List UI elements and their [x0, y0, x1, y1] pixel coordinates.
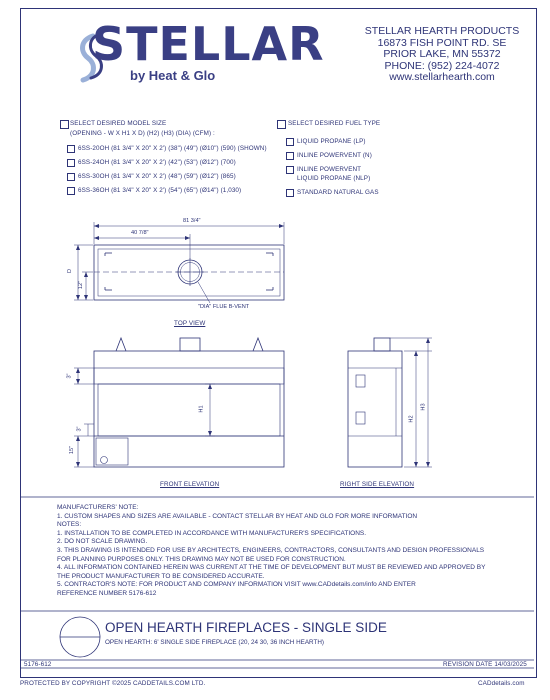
fuel-option-checkbox[interactable]	[286, 138, 294, 146]
company-name: STELLAR HEARTH PRODUCTS	[364, 25, 520, 37]
dim-15-inch: 15"	[69, 445, 76, 455]
model-size-heading: SELECT DESIRED MODEL SIZE	[70, 120, 167, 127]
model-size-subheading: (OPENING - W X H1 X D) (H2) (H3) (DIA) (CFM) :	[70, 130, 215, 137]
fuel-option-checkbox[interactable]	[286, 189, 294, 197]
company-website-link[interactable]: www.stellarhearth.com	[389, 71, 495, 83]
brand-logo-subtext: by Heat & Glo	[130, 68, 216, 83]
fuel-option-label: INLINE POWERVENT	[297, 166, 362, 173]
dim-half-width: 40 7/8"	[131, 230, 149, 236]
fuel-option-label: INLINE POWERVENT (N)	[297, 152, 372, 159]
manufacturer-note-item: 1. CUSTOM SHAPES AND SIZES ARE AVAILABLE - CONTACT STELLAR BY HEAT AND GLO FOR MORE INFORMATION	[57, 512, 418, 520]
fuel-type-checkbox[interactable]	[277, 120, 286, 129]
reference-number: 5176-612	[24, 661, 52, 668]
notes-heading: NOTES:	[57, 521, 82, 529]
manufacturer-note-heading: MANUFACTURERS' NOTE:	[57, 504, 139, 511]
dim-h1: H1	[198, 405, 205, 413]
model-option-checkbox[interactable]	[67, 187, 75, 195]
model-option-checkbox[interactable]	[67, 145, 75, 153]
note-item: THE PRODUCT MANUFACTURER TO BE CONSIDERED ACCURATE.	[57, 572, 265, 580]
note-item: FOR PLANNING PURPOSES ONLY. THIS DRAWING MAY NOT BE USED FOR CONSTRUCTION.	[57, 555, 346, 563]
note-item: 3. THIS DRAWING IS INTENDED FOR USE BY ARCHITECTS, ENGINEERS, CONTRACTORS, CONSULTANTS AND DESIGN PROFESSIONALS	[57, 546, 485, 554]
company-address-line2: PRIOR LAKE, MN 55372	[383, 48, 501, 60]
company-info	[362, 26, 522, 84]
model-option-label: 6SS-36OH (81 3/4" X 20" X 2') (54") (65") (Ø14") (1,030)	[78, 187, 242, 194]
model-option-checkbox[interactable]	[67, 159, 75, 167]
drawing-title: OPEN HEARTH FIREPLACES - SINGLE SIDE	[105, 620, 387, 635]
fuel-option-label: STANDARD NATURAL GAS	[297, 189, 379, 196]
note-item: 5. CONTRACTOR'S NOTE: FOR PRODUCT AND COMPANY INFORMATION VISIT www.CADdetails.com/info AND ENTER	[57, 581, 416, 589]
top-view-label: TOP VIEW	[174, 320, 206, 327]
dim-3-inch-bottom: 3"	[76, 426, 83, 432]
right-side-elevation-label: RIGHT SIDE ELEVATION	[340, 481, 415, 488]
model-option-label: 6SS-20OH (81 3/4" X 20" X 2') (38") (49") (Ø10") (590) (SHOWN)	[78, 145, 267, 152]
fuel-option-label: LIQUID PROPANE (LP)	[297, 138, 366, 145]
model-option-label: 6SS-30OH (81 3/4" X 20" X 2') (48") (59") (Ø12") (865)	[78, 173, 236, 180]
model-option-checkbox[interactable]	[67, 173, 75, 181]
note-item: REFERENCE NUMBER 5176-612	[57, 589, 157, 597]
note-item: 4. ALL INFORMATION CONTAINED HEREIN WAS CURRENT AT THE TIME OF DEVELOPMENT BUT MUST BE REVIEWED AND APPROVED BY	[57, 564, 486, 572]
company-address-line1: 16873 FISH POINT RD. SE	[377, 36, 507, 49]
fuel-option-checkbox[interactable]	[286, 152, 294, 160]
caddetails-link[interactable]: CADdetails.com	[478, 680, 525, 687]
drawing-subtitle: OPEN HEARTH: 6' SINGLE SIDE FIREPLACE (20, 24 30, 36 INCH HEARTH)	[105, 639, 324, 646]
front-elevation-label: FRONT ELEVATION	[160, 481, 220, 488]
fuel-option-label-line2: LIQUID PROPANE (NLP)	[297, 175, 371, 182]
dim-h2: H2	[408, 415, 415, 423]
note-item: 2. DO NOT SCALE DRAWING.	[57, 538, 148, 546]
company-phone: PHONE: (952) 224-4072	[384, 59, 500, 72]
flue-callout: "DIA" FLUE B-VENT	[198, 304, 250, 310]
dim-3-inch-top: 3"	[66, 373, 73, 379]
notes-section	[57, 504, 485, 599]
model-size-checkbox[interactable]	[60, 120, 69, 129]
revision-date: REVISION DATE 14/03/2025	[443, 661, 527, 668]
copyright-notice: PROTECTED BY COPYRIGHT ©2025 CADDETAILS.COM LTD.	[20, 680, 206, 687]
dim-depth: D	[67, 268, 74, 274]
dim-h3: H3	[420, 403, 427, 411]
model-option-label: 6SS-24OH (81 3/4" X 20" X 2') (42") (53") (Ø12") (700)	[78, 159, 236, 166]
dim-12-inch: 12"	[78, 280, 85, 290]
dim-overall-width: 81 3/4"	[183, 218, 201, 224]
brand-logo-text: STELLAR	[92, 17, 325, 71]
fuel-option-checkbox[interactable]	[286, 166, 294, 174]
note-item: 1. INSTALLATION TO BE COMPLETED IN ACCORDANCE WITH MANUFACTURER'S SPECIFICATIONS.	[57, 529, 367, 537]
fuel-type-heading: SELECT DESIRED FUEL TYPE	[288, 120, 381, 127]
